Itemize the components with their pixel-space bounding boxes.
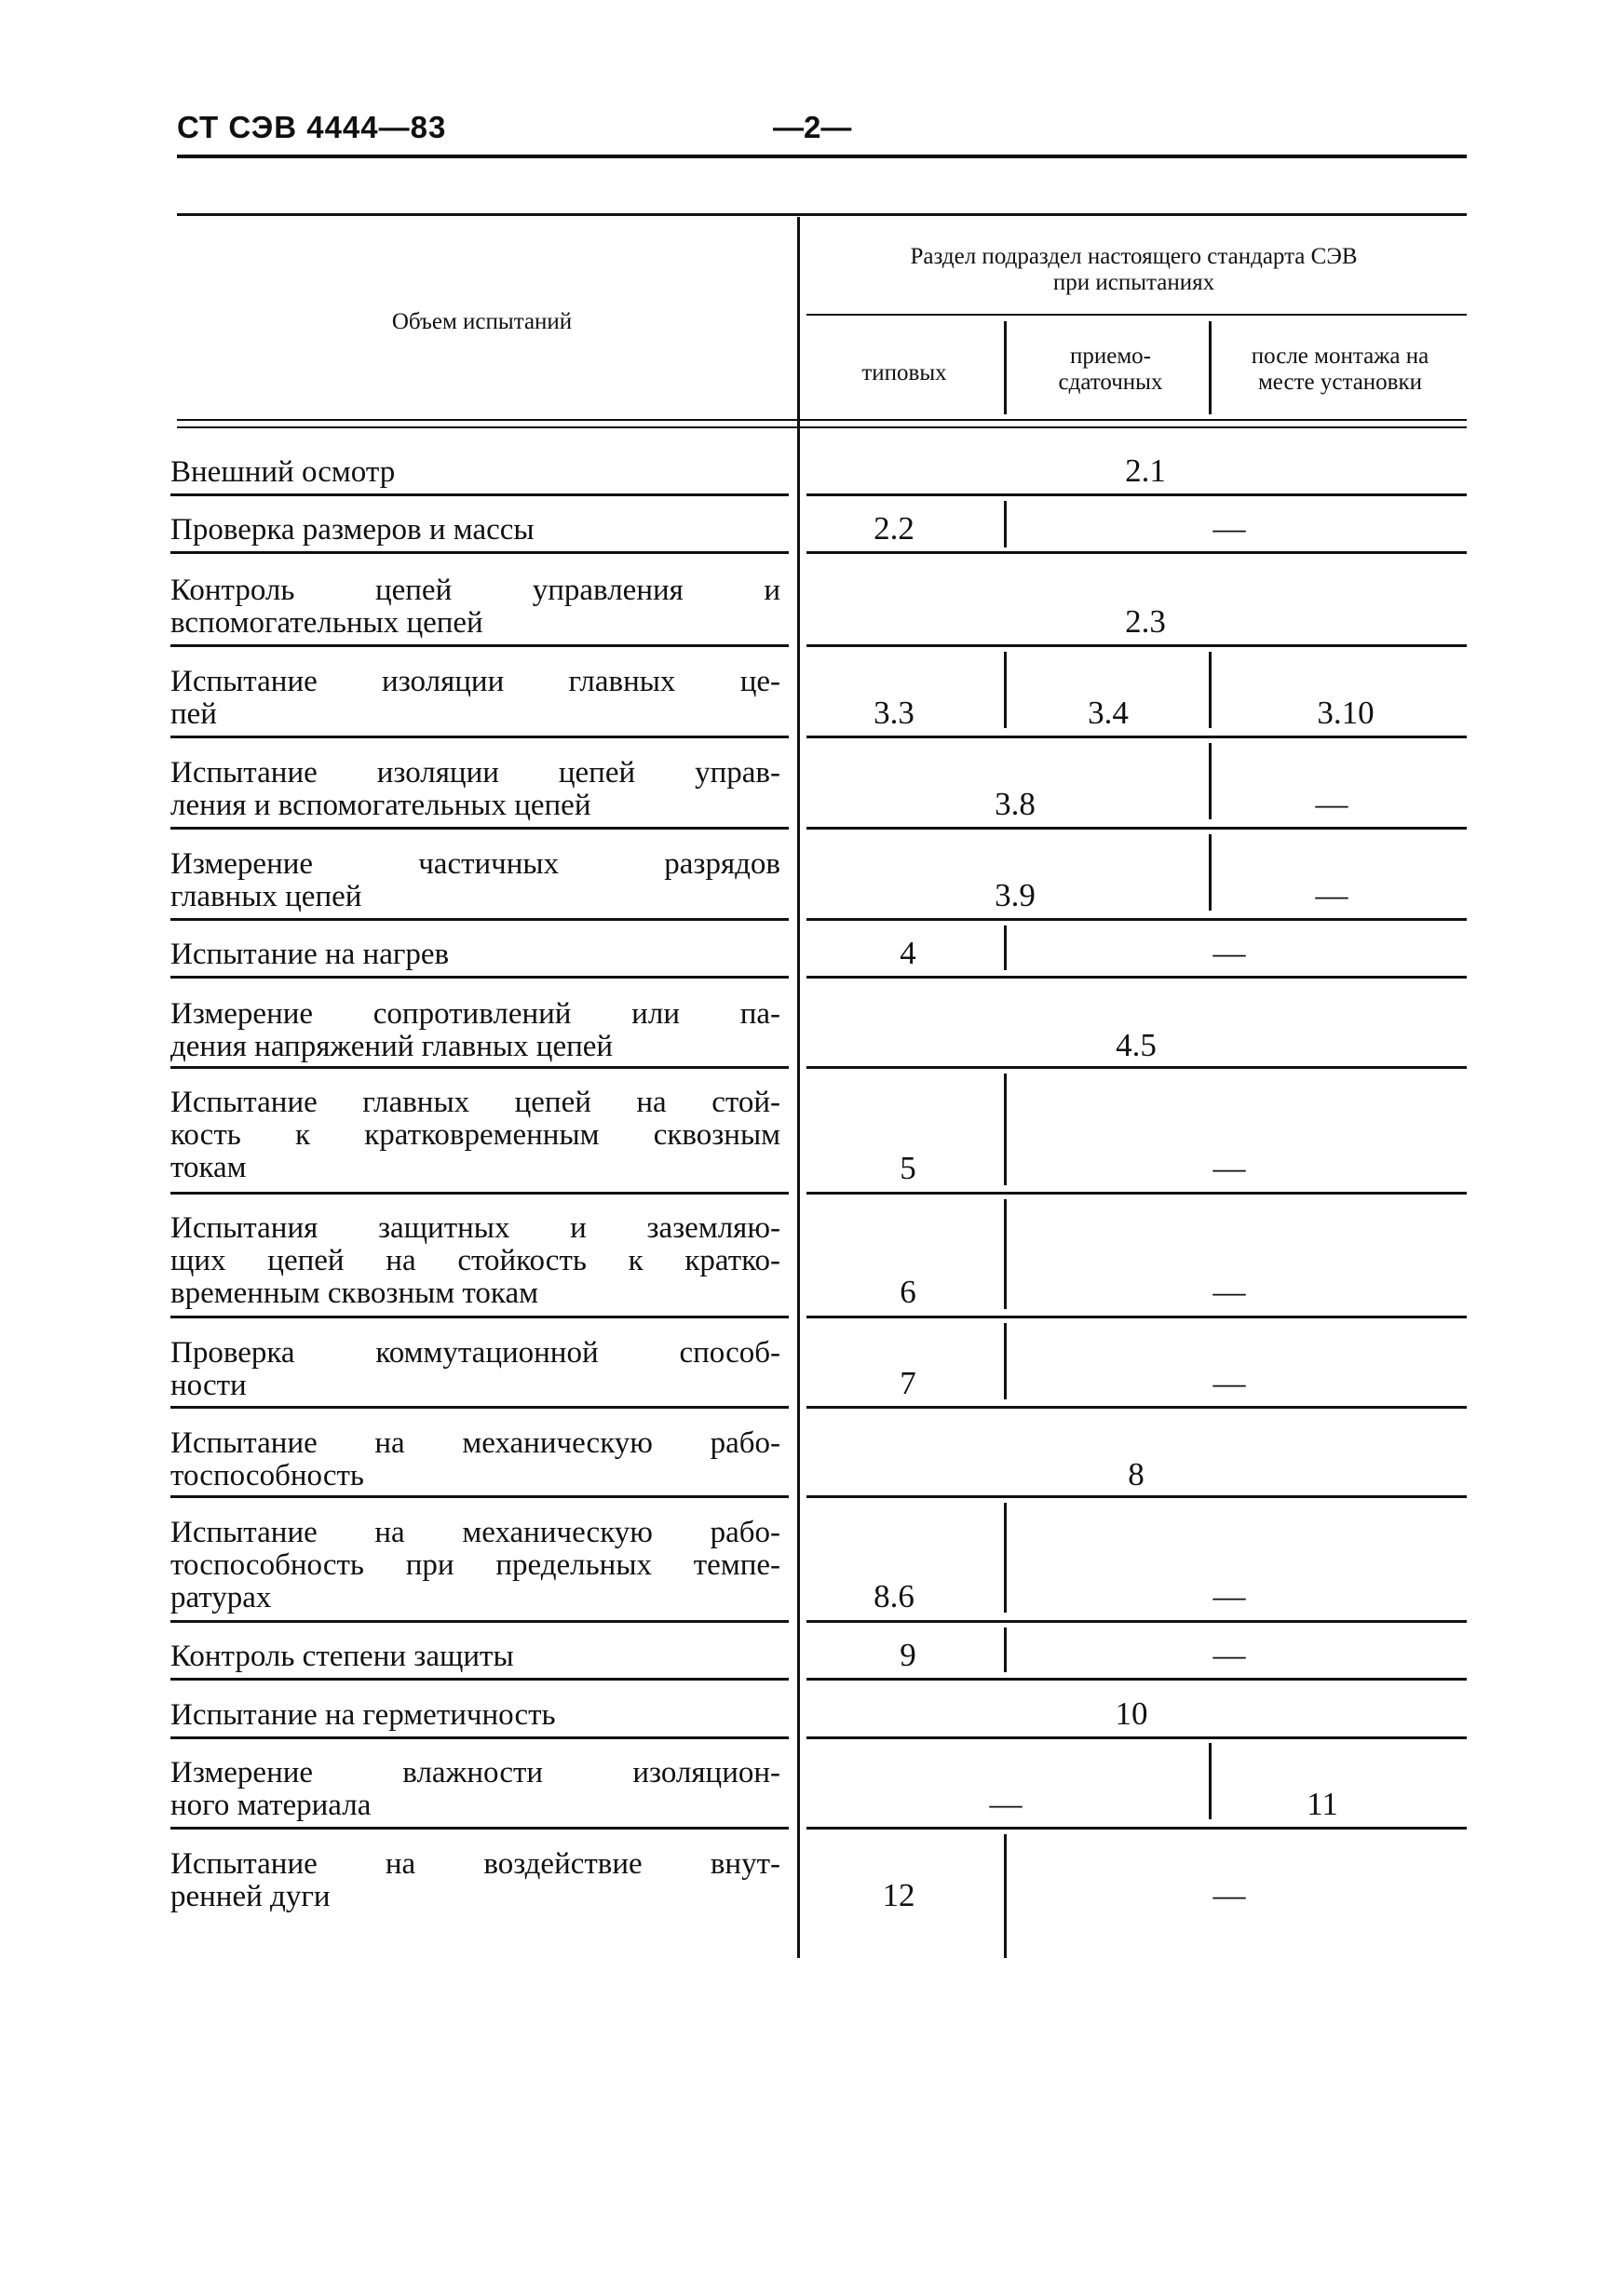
table-cell-value: 12 (882, 1877, 915, 1913)
cell-divider (1209, 743, 1212, 819)
table-cell-value: 3.10 (1317, 695, 1375, 731)
table-row-label: Испытание главных цепей на стой- кость к кратковременным сквозным токам (170, 1086, 780, 1184)
column-header-installation-line2: месте установки (1257, 370, 1423, 395)
table-cell-value: — (1212, 510, 1246, 547)
row-rule (170, 1495, 789, 1498)
cell-divider (1004, 925, 1007, 970)
row-rule (170, 827, 789, 830)
column-header-installation-line1: после монтажа на (1251, 344, 1429, 369)
header-rule (177, 155, 1467, 158)
table-cell-value: 3.4 (1088, 695, 1129, 731)
table-row-label: Измерение влажности изоляцион- ного материала (170, 1756, 780, 1822)
row-rule (170, 1316, 789, 1318)
table-row-label: Измерение частичных разрядов главных цепей (170, 847, 780, 913)
row-rule (806, 1678, 1467, 1681)
table-row-label: Испытание изоляции главных це- пей (170, 665, 780, 731)
table-row-label: Испытание на механическую рабо- тоспособность при предельных темпе- ратурах (170, 1516, 780, 1614)
column-header-type: типовых (861, 360, 947, 385)
table-cell-value: 11 (1307, 1786, 1338, 1822)
cell-divider (1004, 652, 1007, 728)
table-cell-value: 2.2 (874, 510, 914, 547)
table-cell-value: 2.3 (1125, 603, 1166, 640)
column-header-acceptance-line1: приемо- (1070, 344, 1151, 369)
row-rule (170, 976, 789, 979)
table-cell-value: — (1212, 1274, 1246, 1310)
column-header-scope: Объем испытаний (391, 309, 573, 334)
table-row-label: Испытание на механическую рабо- тоспособность (170, 1426, 780, 1492)
table-cell-value: 3.8 (995, 786, 1036, 822)
table-cell-value: 8.6 (874, 1578, 914, 1614)
row-rule (806, 1495, 1467, 1498)
table-cell-value: — (1315, 877, 1348, 913)
row-rule (170, 1066, 789, 1069)
table-cell-value: 6 (900, 1274, 916, 1310)
table-top-rule (177, 213, 1467, 216)
table-row-label: Проверка размеров и массы (170, 513, 535, 547)
row-rule (170, 551, 789, 554)
row-rule (806, 976, 1467, 979)
table-row-label: Измерение сопротивлений или па- дения напряжений главных цепей (170, 997, 780, 1063)
table-cell-value: 4 (900, 935, 916, 971)
table-cell-value: 7 (900, 1365, 916, 1401)
table-row-label: Контроль степени защиты (170, 1640, 514, 1673)
table-row-label: Внешний осмотр (170, 455, 396, 489)
row-rule (170, 644, 789, 647)
table-cell-value: — (1212, 935, 1246, 971)
row-rule (170, 918, 789, 921)
row-rule (170, 1736, 789, 1739)
document-id: СТ СЭВ 4444—83 (177, 110, 447, 144)
column-header-acceptance-line2: сдаточных (1058, 370, 1163, 395)
row-rule (806, 493, 1467, 496)
row-rule (170, 1827, 789, 1830)
row-rule (170, 1192, 789, 1195)
row-rule (170, 1406, 789, 1409)
row-rule (806, 1192, 1467, 1195)
row-rule (806, 1620, 1467, 1623)
row-rule (170, 1620, 789, 1623)
header-column-divider (1004, 321, 1007, 414)
cell-divider (1004, 1323, 1007, 1399)
table-row-label: Испытание на воздействие внут- ренней дуги (170, 1847, 780, 1913)
table-row-label: Проверка коммутационной способ- ности (170, 1336, 780, 1402)
table-cell-value: — (1315, 786, 1348, 822)
cell-divider (1004, 1503, 1007, 1613)
row-rule (806, 1316, 1467, 1318)
row-rule (170, 1678, 789, 1681)
page-number: —2— (773, 110, 852, 144)
table-cell-value: 5 (900, 1150, 916, 1186)
table-cell-value: — (1212, 1365, 1246, 1401)
table-cell-value: — (1212, 1578, 1246, 1614)
row-rule (806, 1827, 1467, 1830)
header-double-rule (177, 419, 1467, 428)
table-row-label: Испытание на герметичность (170, 1698, 556, 1732)
row-rule (806, 1406, 1467, 1409)
table-row-label: Испытания защитных и заземляю- щих цепей на стойкость к кратко- временным сквозным токам (170, 1211, 780, 1310)
column-header-section-line2: при испытаниях (1052, 270, 1215, 295)
header-subdivider (806, 314, 1467, 316)
table-cell-value: 4.5 (1116, 1027, 1157, 1063)
table-cell-value: 2.1 (1125, 452, 1166, 489)
table-main-divider (797, 217, 800, 1958)
column-header-section-line1: Раздел подраздел настоящего стандарта СЭВ (910, 244, 1358, 269)
table-row-label: Контроль цепей управления и вспомогательных цепей (170, 574, 780, 640)
cell-divider (1209, 652, 1212, 728)
cell-divider (1004, 1199, 1007, 1309)
table-cell-value: — (989, 1786, 1023, 1822)
table-row-label: Испытание на нагрев (170, 938, 450, 971)
row-rule (806, 918, 1467, 921)
table-cell-value: 8 (1128, 1456, 1145, 1492)
row-rule (170, 736, 789, 738)
cell-divider (1209, 1743, 1212, 1819)
row-rule (806, 1736, 1467, 1739)
table-cell-value: — (1212, 1150, 1246, 1186)
cell-divider (1209, 834, 1212, 911)
row-rule (806, 736, 1467, 738)
table-cell-value: — (1212, 1637, 1246, 1673)
row-rule (806, 551, 1467, 554)
row-rule (806, 644, 1467, 647)
cell-divider (1004, 1627, 1007, 1672)
table-cell-value: 3.3 (874, 695, 914, 731)
row-rule (806, 1066, 1467, 1069)
table-row-label: Испытание изоляции цепей управ- ления и вспомогательных цепей (170, 756, 780, 822)
cell-divider (1004, 1074, 1007, 1185)
cell-divider (1004, 501, 1007, 547)
table-cell-value: 3.9 (995, 877, 1036, 913)
header-column-divider (1209, 321, 1212, 414)
row-rule (806, 827, 1467, 830)
table-cell-value: 9 (900, 1637, 916, 1673)
cell-divider (1004, 1834, 1007, 1958)
row-rule (170, 493, 789, 496)
table-cell-value: 10 (1115, 1695, 1148, 1732)
table-cell-value: — (1212, 1877, 1246, 1913)
